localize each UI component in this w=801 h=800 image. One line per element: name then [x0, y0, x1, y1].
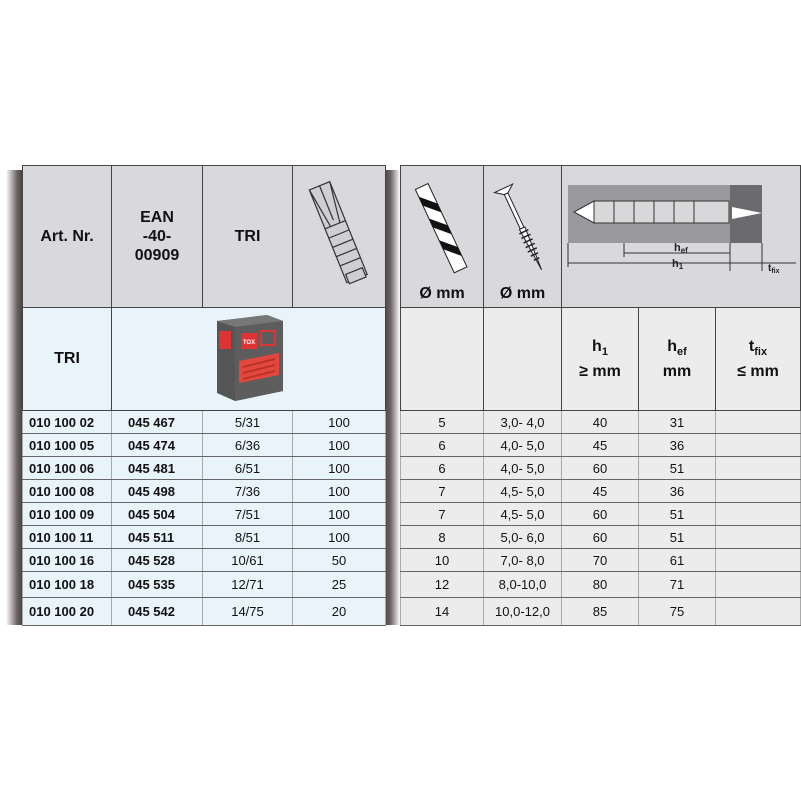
svg-text:tfix: $t_{fix}$: [767, 263, 780, 275]
package-image: [112, 308, 386, 411]
cell-screw: 4,0- 5,0: [484, 457, 562, 480]
cell-ean: 045 504: [112, 503, 203, 526]
cell-art: 010 100 05: [23, 434, 112, 457]
cell-h1: 70: [562, 549, 639, 572]
cell-drill: 6: [401, 457, 484, 480]
cell-tri: 10/61: [203, 549, 293, 572]
cell-screw: 8,0-10,0: [484, 572, 562, 598]
table-row: [401, 457, 801, 480]
cell-tri: 7/36: [203, 480, 293, 503]
page-shadow: [6, 170, 22, 625]
cell-drill: 7: [401, 503, 484, 526]
table-row: [401, 598, 801, 626]
units-hef: $h_{ef}$ mm: [639, 308, 716, 411]
cell-drill: 5: [401, 411, 484, 434]
header-screw: Ø mm: [484, 166, 562, 308]
cell-tri: 5/31: [203, 411, 293, 434]
installation-diagram: [562, 166, 801, 308]
cell-tfix: [716, 549, 801, 572]
cell-h1: 85: [562, 598, 639, 626]
cell-art: 010 100 02: [23, 411, 112, 434]
cell-art: 010 100 08: [23, 480, 112, 503]
header-row: [401, 166, 801, 308]
units-h1: $h_1$ ≥ mm: [562, 308, 639, 411]
cell-h1: 60: [562, 526, 639, 549]
cell-art: 010 100 18: [23, 572, 112, 598]
cell-drill: 10: [401, 549, 484, 572]
table-row: [23, 503, 386, 526]
table-row: [401, 503, 801, 526]
cell-ean: 045 542: [112, 598, 203, 626]
units-tfix: $t_{fix}$ ≤ mm: [716, 308, 801, 411]
svg-text:hef: hef: [673, 242, 688, 255]
cell-hef: 51: [639, 503, 716, 526]
cell-hef: 71: [639, 572, 716, 598]
units-screw: [484, 308, 562, 411]
cell-tri: 8/51: [203, 526, 293, 549]
table-row: [401, 572, 801, 598]
cell-tfix: [716, 526, 801, 549]
cell-ean: 045 528: [112, 549, 203, 572]
cell-art: 010 100 06: [23, 457, 112, 480]
table-row: [401, 411, 801, 434]
cell-drill: 14: [401, 598, 484, 626]
package-box-icon: [209, 311, 289, 403]
product-table: [22, 165, 386, 626]
wall-plug-icon: [304, 174, 374, 294]
dimensions-table: [400, 165, 801, 626]
cell-hef: 36: [639, 480, 716, 503]
table-row: [23, 434, 386, 457]
cell-screw: 4,5- 5,0: [484, 503, 562, 526]
screw-icon: [498, 180, 548, 280]
cell-screw: 4,5- 5,0: [484, 480, 562, 503]
anchor-illustration: [293, 166, 386, 308]
cell-screw: 4,0- 5,0: [484, 434, 562, 457]
header-art-nr: Art. Nr.: [23, 166, 112, 308]
cell-ean: 045 535: [112, 572, 203, 598]
cell-drill: 7: [401, 480, 484, 503]
svg-text:h1: h1: [671, 258, 683, 271]
cell-drill: 8: [401, 526, 484, 549]
cell-qty: 25: [293, 572, 386, 598]
cell-drill: 12: [401, 572, 484, 598]
page-gutter-shadow: [384, 170, 400, 625]
cell-tfix: [716, 480, 801, 503]
cell-tri: 12/71: [203, 572, 293, 598]
anchor-installation-diagram: [564, 171, 799, 275]
cell-art: 010 100 20: [23, 598, 112, 626]
cell-h1: 40: [562, 411, 639, 434]
table-row: [23, 480, 386, 503]
header-tri: TRI: [203, 166, 293, 308]
cell-tfix: [716, 572, 801, 598]
cell-ean: 045 481: [112, 457, 203, 480]
table-row: [23, 598, 386, 626]
cell-hef: 51: [639, 526, 716, 549]
cell-tri: 6/36: [203, 434, 293, 457]
header-ean: EAN -40- 00909: [112, 166, 203, 308]
cell-hef: 31: [639, 411, 716, 434]
cell-screw: 3,0- 4,0: [484, 411, 562, 434]
header-drill: Ø mm: [401, 166, 484, 308]
cell-screw: 5,0- 6,0: [484, 526, 562, 549]
cell-tri: 14/75: [203, 598, 293, 626]
table-row: [23, 457, 386, 480]
cell-qty: 100: [293, 480, 386, 503]
cell-art: 010 100 09: [23, 503, 112, 526]
header-row: [23, 166, 386, 308]
cell-h1: 80: [562, 572, 639, 598]
cell-tfix: [716, 503, 801, 526]
cell-qty: 100: [293, 434, 386, 457]
cell-art: 010 100 11: [23, 526, 112, 549]
cell-qty: 50: [293, 549, 386, 572]
table-row: [401, 480, 801, 503]
table-row: [23, 411, 386, 434]
units-row: [401, 308, 801, 411]
table-row: [401, 526, 801, 549]
cell-tfix: [716, 434, 801, 457]
table-row: [401, 549, 801, 572]
cell-h1: 45: [562, 480, 639, 503]
cell-tri: 7/51: [203, 503, 293, 526]
cell-qty: 100: [293, 457, 386, 480]
cell-hef: 36: [639, 434, 716, 457]
table-row: [23, 572, 386, 598]
cell-ean: 045 474: [112, 434, 203, 457]
svg-text:TOX: TOX: [242, 339, 255, 346]
product-row: [23, 308, 386, 411]
cell-screw: 7,0- 8,0: [484, 549, 562, 572]
cell-ean: 045 467: [112, 411, 203, 434]
table-row: [401, 434, 801, 457]
cell-tfix: [716, 411, 801, 434]
cell-h1: 60: [562, 457, 639, 480]
drill-bit-icon: [417, 180, 467, 280]
table-row: [23, 526, 386, 549]
product-label: TRI: [23, 308, 112, 411]
cell-h1: 45: [562, 434, 639, 457]
cell-h1: 60: [562, 503, 639, 526]
cell-hef: 61: [639, 549, 716, 572]
cell-tri: 6/51: [203, 457, 293, 480]
cell-art: 010 100 16: [23, 549, 112, 572]
cell-drill: 6: [401, 434, 484, 457]
cell-ean: 045 498: [112, 480, 203, 503]
cell-qty: 100: [293, 526, 386, 549]
table-row: [23, 549, 386, 572]
cell-hef: 75: [639, 598, 716, 626]
cell-tfix: [716, 598, 801, 626]
cell-hef: 51: [639, 457, 716, 480]
units-drill: [401, 308, 484, 411]
cell-qty: 100: [293, 503, 386, 526]
cell-tfix: [716, 457, 801, 480]
cell-ean: 045 511: [112, 526, 203, 549]
cell-qty: 100: [293, 411, 386, 434]
cell-screw: 10,0-12,0: [484, 598, 562, 626]
cell-qty: 20: [293, 598, 386, 626]
